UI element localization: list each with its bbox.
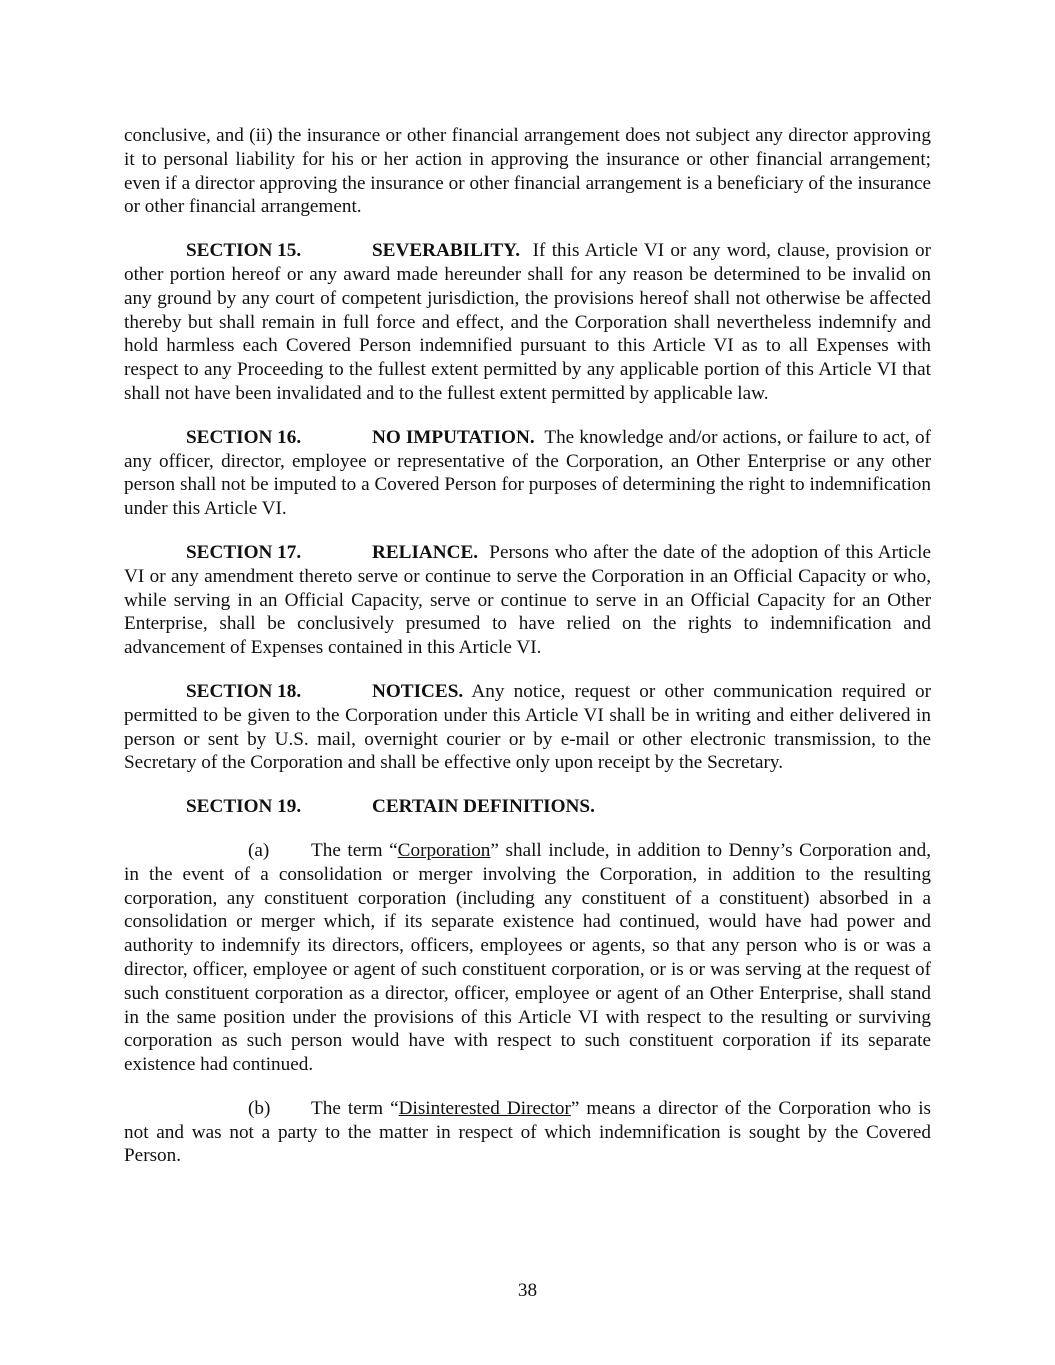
section-body: Persons who after the date of the adoption of this Article VI or any amendment thereto serve or continue to serve the Corporation in an Official Capacity or who, while serving in an Official Capacity, serve or continue to serve in an Official Capacity for an Other Enterprise, shall be conclusively presumed to have relied on the rights to indemnification and advancement of Expenses contained in this Article VI. [124,541,931,659]
section-title: RELIANCE. [372,541,479,563]
section-number: SECTION 16. [186,426,302,448]
defined-term: Disinterested Director [398,1097,571,1119]
section-title: NOTICES. [372,680,464,702]
continuation-paragraph: conclusive, and (ii) the insurance or other financial arrangement does not subject any director approving it to personal liability for his or her action in approving the insurance or other financial arrangement; even if a director approving the insurance or other financial arrangement is a beneficiary of the insurance or other financial arrangement. [124,125,931,218]
section-number: SECTION 15. [186,240,302,262]
document-page [124,124,931,1188]
section-18 [124,680,931,775]
definition-b: (b) The term “Disinterested Director” means a director of the Corporation who is not and was not a party to the matter in respect of which indemnification is sought by the Covered Person. [124,1097,932,1167]
defined-term: Corporation [397,839,491,861]
definition-a: (a) The term “Corporation” shall include, in addition to Denny’s Corporation and, in the event of a consolidation or merger involving the Corporation, in addition to the resulting corporation, any constituent corporation (including any constituent of a constituent) absorbed in a consolidation or merger which, if its separate existence had continued, would have had power and authority to indemnify its directors, officers, employees or agents, so that any person who is or was a director, officer, employee or agent of such constituent corporation, or is or was serving at the request of such constituent corporation as a director, officer, employee or agent of an Other Enterprise, shall stand in the same position under the provisions of this Article VI with respect to the resulting or surviving corporation as such person would have with respect to such constituent corporation if its separate existence had continued. [124,839,931,1076]
section-body: If this Article VI or any word, clause, provision or other portion hereof or any award made hereunder shall for any reason be determined to be invalid on any ground by any court of competent jurisdiction, the provisions hereof shall not otherwise be affected thereby but shall remain in full force and effect, and the Corporation shall nevertheless indemnify and hold harmless each Covered Person indemnified pursuant to this Article VI as to all Expenses with respect to any Proceeding to the fullest extent permitted by any applicable portion of this Article VI that shall not have been invalidated and to the fullest extent permitted by applicable law. [124,240,932,404]
section-19 [124,795,931,819]
page-number: 38 [517,1280,538,1301]
section-number: SECTION 19. [186,796,302,818]
section-title: NO IMPUTATION. [372,426,535,448]
definition-label: (b) [248,1097,271,1119]
section-number: SECTION 17. [186,541,302,563]
section-body: The knowledge and/or actions, or failure to act, of any officer, director, employee or representative of the Corporation, an Other Enterprise or any other person shall not be imputed to a Covered Person for purposes of determining the right to indemnification under this Article VI. [124,426,931,520]
section-title: SEVERABILITY. [372,240,521,262]
section-number: SECTION 18. [186,680,302,702]
section-15 [124,239,931,406]
section-title: CERTAIN DEFINITIONS. [372,796,595,818]
section-17 [124,541,931,660]
section-body: Any notice, request or other communication required or permitted to be given to the Corporation under this Article VI shall be in writing and either delivered in person or sent by U.S. mail, overnight courier or by e-mail or other electronic transmission, to the Secretary of the Corporation and shall be effective only upon receipt by the Secretary. [124,680,931,774]
section-16 [124,426,931,521]
definition-label: (a) [248,839,270,861]
